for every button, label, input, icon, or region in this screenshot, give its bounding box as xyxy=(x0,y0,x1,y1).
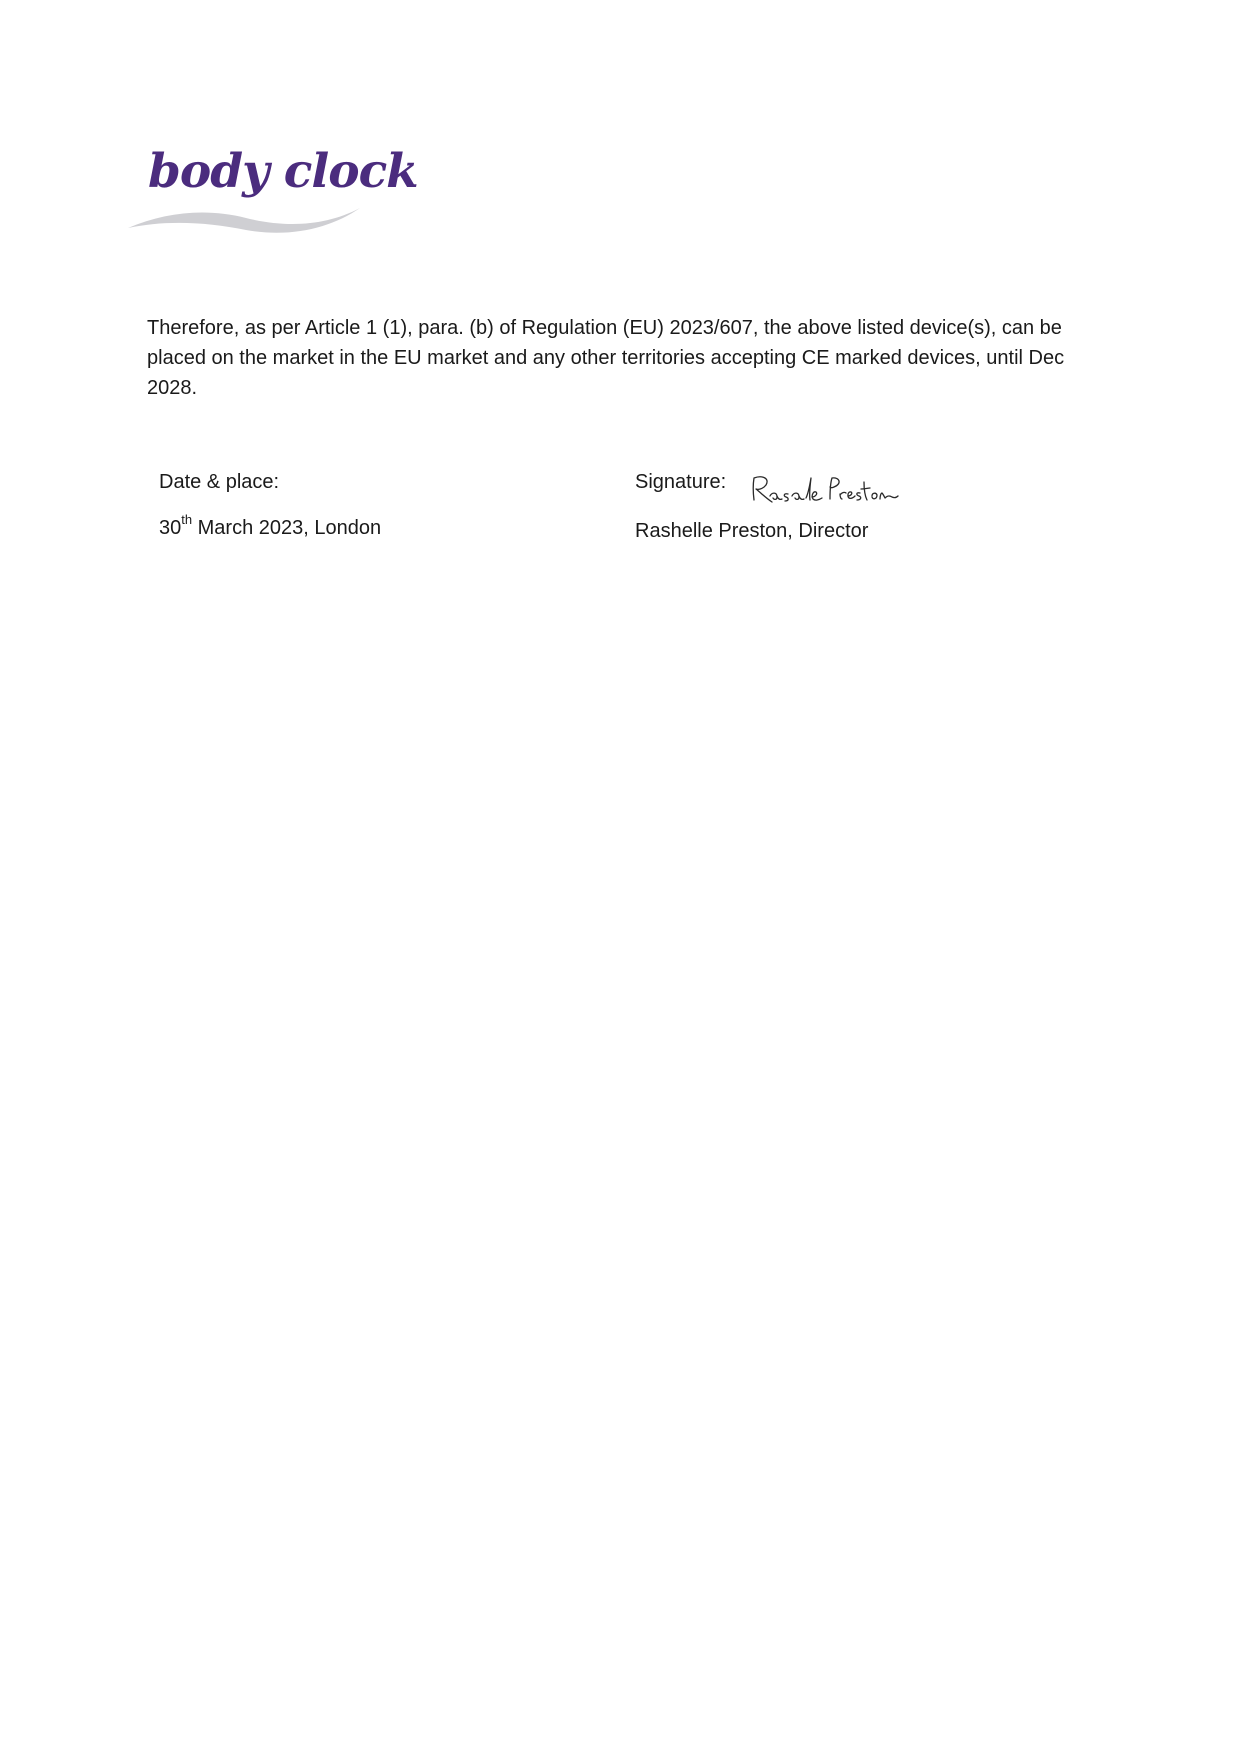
signature-label: Signature: xyxy=(635,471,727,493)
logo-wordmark: body clock xyxy=(148,144,418,199)
date-place-value xyxy=(159,514,381,542)
handwritten-signature xyxy=(748,472,900,508)
body-paragraph: Therefore, as per Article 1 (1), para. (b) of Regulation (EU) 2023/607, the above listed device(s), can be placed on the market in the EU market and any other territories accepting CE marked devices, until Dec 2028. xyxy=(147,317,1065,399)
date-rest: March 2023, London xyxy=(192,517,382,539)
signer-name-title: Rashelle Preston, Director xyxy=(635,520,869,542)
logo-swoosh xyxy=(126,198,362,242)
date-place-label: Date & place: xyxy=(159,471,280,493)
date-day-suffix: th xyxy=(181,512,193,528)
body-clock-logo xyxy=(126,142,418,242)
date-day: 30 xyxy=(159,517,182,539)
